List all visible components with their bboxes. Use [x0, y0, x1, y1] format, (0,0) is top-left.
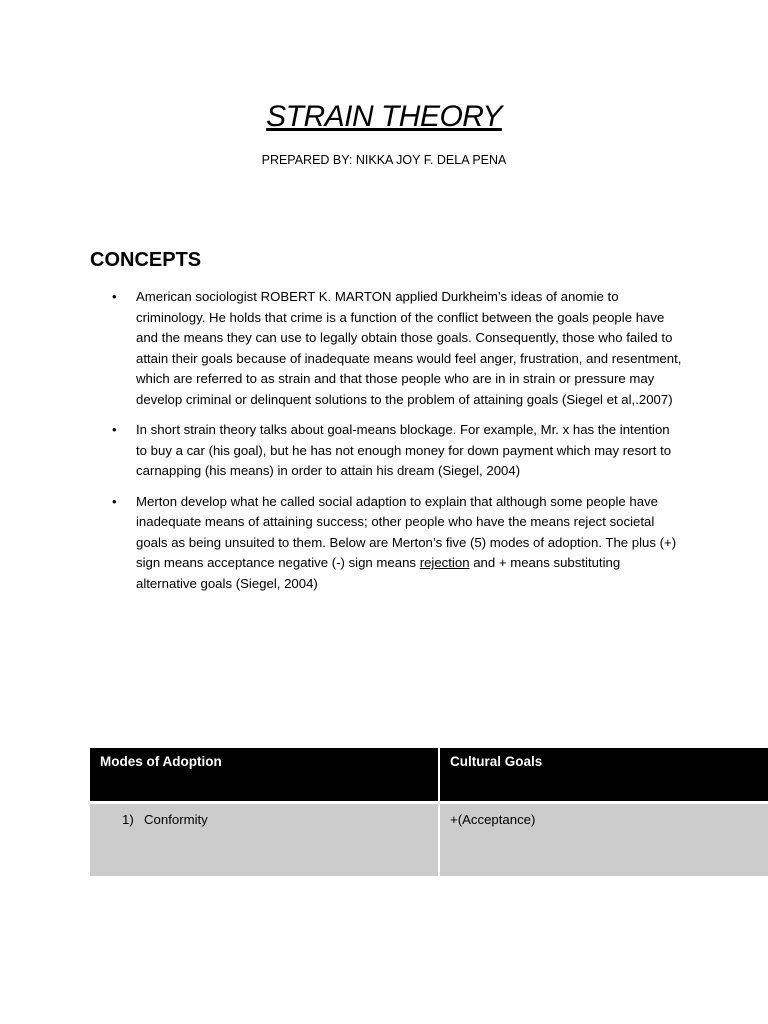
bullet-icon: •	[112, 422, 117, 437]
list-item	[112, 492, 682, 595]
bullet-icon: •	[112, 289, 117, 304]
text-after-rejection: and + means substituting alternative goals (Siegel, 2004)	[136, 555, 621, 591]
bullet-icon: •	[112, 493, 117, 509]
row-number: 1)	[122, 811, 134, 827]
page-title: STRAIN THEORY	[266, 100, 502, 133]
list-item	[112, 420, 682, 482]
table-cell-goal: +(Acceptance)	[439, 802, 768, 876]
list-item-text: American sociologist ROBERT K. MARTON applied Durkheim’s ideas of anomie to criminology. He holds that crime is a function of the conflict between the goals people have and the means they can use to legally obtain those goals. Consequently, those who failed to attain their goals because of inadequate means would feel anger, frustration, and resentment, which are referred to as strain and that those people who are in in strain or pressure may develop criminal or delinquent solutions to the problem of attaining goals (Siegel et al,.2007)	[136, 289, 682, 407]
concepts-list	[112, 287, 682, 604]
column-header-cultural-goals: Cultural Goals	[439, 748, 768, 802]
underlined-word-rejection: rejection	[419, 555, 470, 570]
author-line: PREPARED BY: NIKKA JOY F. DELA PENA	[261, 153, 507, 167]
text-before-rejection: Merton develop what he called social adaption to explain that although some people have inadequate means of attaining success; other people who have the means reject societal goals as being unsuited to them. Below are Merton’s five (5) modes of adoption. The plus (+) sign means acceptance negative (-) sign means	[136, 493, 677, 570]
list-item	[112, 287, 682, 410]
modes-of-adoption-table	[90, 748, 768, 876]
table-row	[90, 802, 768, 876]
column-header-modes: Modes of Adoption	[90, 748, 439, 802]
mode-name: Conformity	[144, 811, 208, 827]
table-header-row	[90, 748, 768, 802]
table-cell-mode	[90, 802, 439, 876]
section-heading-concepts: CONCEPTS	[90, 249, 202, 271]
list-item-text	[136, 494, 676, 591]
list-item-text: In short strain theory talks about goal-means blockage. For example, Mr. x has the intention to buy a car (his goal), but he has not enough money for down payment which may resort to carnapping (his means) in order to attain his dream (Siegel, 2004)	[136, 422, 672, 478]
